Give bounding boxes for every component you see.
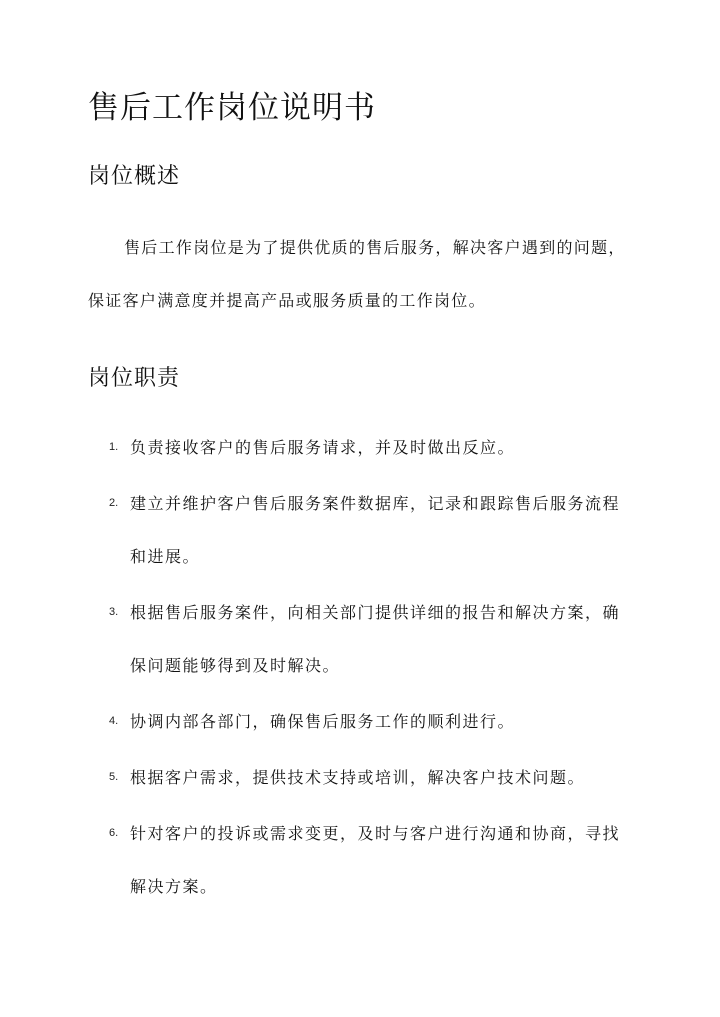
duty-item [88, 477, 632, 583]
overview-paragraph: 售后工作岗位是为了提供优质的售后服务，解决客户遇到的问题，保证客户满意度并提高产品或服务质量的工作岗位。 [88, 238, 626, 310]
duty-text: 负责接收客户的售后服务请求，并及时做出反应。 [130, 438, 516, 457]
duty-text: 根据客户需求，提供技术支持或培训，解决客户技术问题。 [130, 768, 586, 787]
duty-number: 2. [109, 497, 119, 509]
duty-text: 根据售后服务案件，向相关部门提供详细的报告和解决方案，确保问题能够得到及时解决。 [130, 603, 621, 675]
duty-number: 6. [109, 827, 119, 839]
duty-text: 针对客户的投诉或需求变更，及时与客户进行沟通和协商，寻找解决方案。 [130, 824, 621, 896]
duty-number: 5. [109, 771, 119, 783]
duty-text: 协调内部各部门，确保售后服务工作的顺利进行。 [130, 712, 516, 731]
duty-item [88, 807, 632, 913]
duty-text: 建立并维护客户售后服务案件数据库，记录和跟踪售后服务流程和进展。 [130, 494, 621, 566]
overview-heading: 岗位概述 [88, 164, 181, 189]
duty-item [88, 421, 632, 474]
duty-item [88, 586, 632, 692]
duty-item [88, 695, 632, 748]
duties-list [88, 421, 632, 913]
duties-heading: 岗位职责 [88, 366, 181, 391]
duty-number: 3. [109, 606, 119, 618]
duty-number: 1. [109, 441, 119, 453]
duty-item [88, 751, 632, 804]
document-title: 售后工作岗位说明书 [88, 90, 376, 126]
duty-number: 4. [109, 715, 119, 727]
